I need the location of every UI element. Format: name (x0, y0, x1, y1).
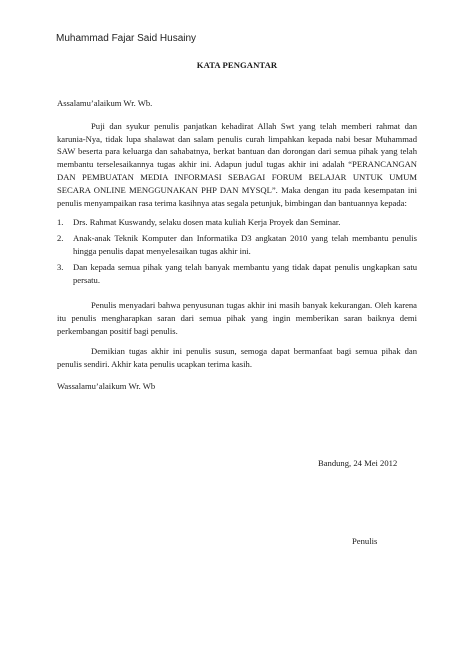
paragraph-shortcomings: Penulis menyadari bahwa penyusunan tugas akhir ini masih banyak kekurangan. Oleh karena itu penulis mengharapkan saran dari semua pihak yang ingin memberikan saran baiknya demi perkembangan positif bagi penulis. (57, 300, 417, 336)
document-title: KATA PENGANTAR (196, 60, 278, 70)
list-item-number: 2. (57, 233, 64, 244)
list-item-number: 3. (57, 261, 64, 272)
list-item (57, 261, 417, 287)
paragraph-acknowledgement: Puji dan syukur penulis panjatkan kehadirat Allah Swt yang telah memberi rahmat dan karunia-Nya, tidak lupa shalawat dan salam penulis curah limpahkan kepada nabi besar Muhammad SAW beserta para keluarga dan sahabatnya, berkat bantuan dan dorongan dari semua pihak yang telah membantu terselesaikannya tugas akhir ini. Adapun judul tugas akhir ini adalah “PERANCANGAN DAN PEMBUATAN MEDIA INFORMASI SEBAGAI FORUM BELAJAR UNTUK UMUM SECARA ONLINE MENGGUNAKAN PHP DAN MYSQL”. Maka dengan itu pada kesempatan ini penulis menyampaikan rasa terima kasihnya atas segala petunjuk, bimbingan dan bantuannya kepada: (57, 120, 417, 208)
list-item-text: Anak-anak Teknik Komputer dan Informatika D3 angkatan 2010 yang telah membantu penulis hingga penulis dapat menyelesaikan tugas akhir ini. (73, 233, 417, 256)
list-item-number: 1. (57, 217, 64, 228)
signature-role: Penulis (352, 536, 378, 546)
thanks-list (57, 216, 417, 286)
closing-greeting: Wassalamu’alaikum Wr. Wb (57, 381, 156, 392)
paragraph-closing-remarks: Demikian tugas akhir ini penulis susun, semoga dapat bermanfaat bagi semua pihak dan penulis sendiri. Akhir kata penulis ucapkan terima kasih. (57, 345, 417, 369)
list-item (57, 216, 417, 229)
list-item-text: Dan kepada semua pihak yang telah banyak membantu yang tidak dapat penulis ungkapkan satu persatu. (73, 261, 417, 285)
greeting-text: Assalamu’alaikum Wr. Wb. (57, 98, 153, 108)
list-item (57, 232, 417, 258)
place-date: Bandung, 24 Mei 2012 (318, 458, 398, 468)
document-body (57, 97, 417, 393)
header-author-name: Muhammad Fajar Said Husainy (56, 33, 197, 44)
list-item-text: Drs. Rahmat Kuswandy, selaku dosen mata kuliah Kerja Proyek dan Seminar. (73, 217, 341, 228)
